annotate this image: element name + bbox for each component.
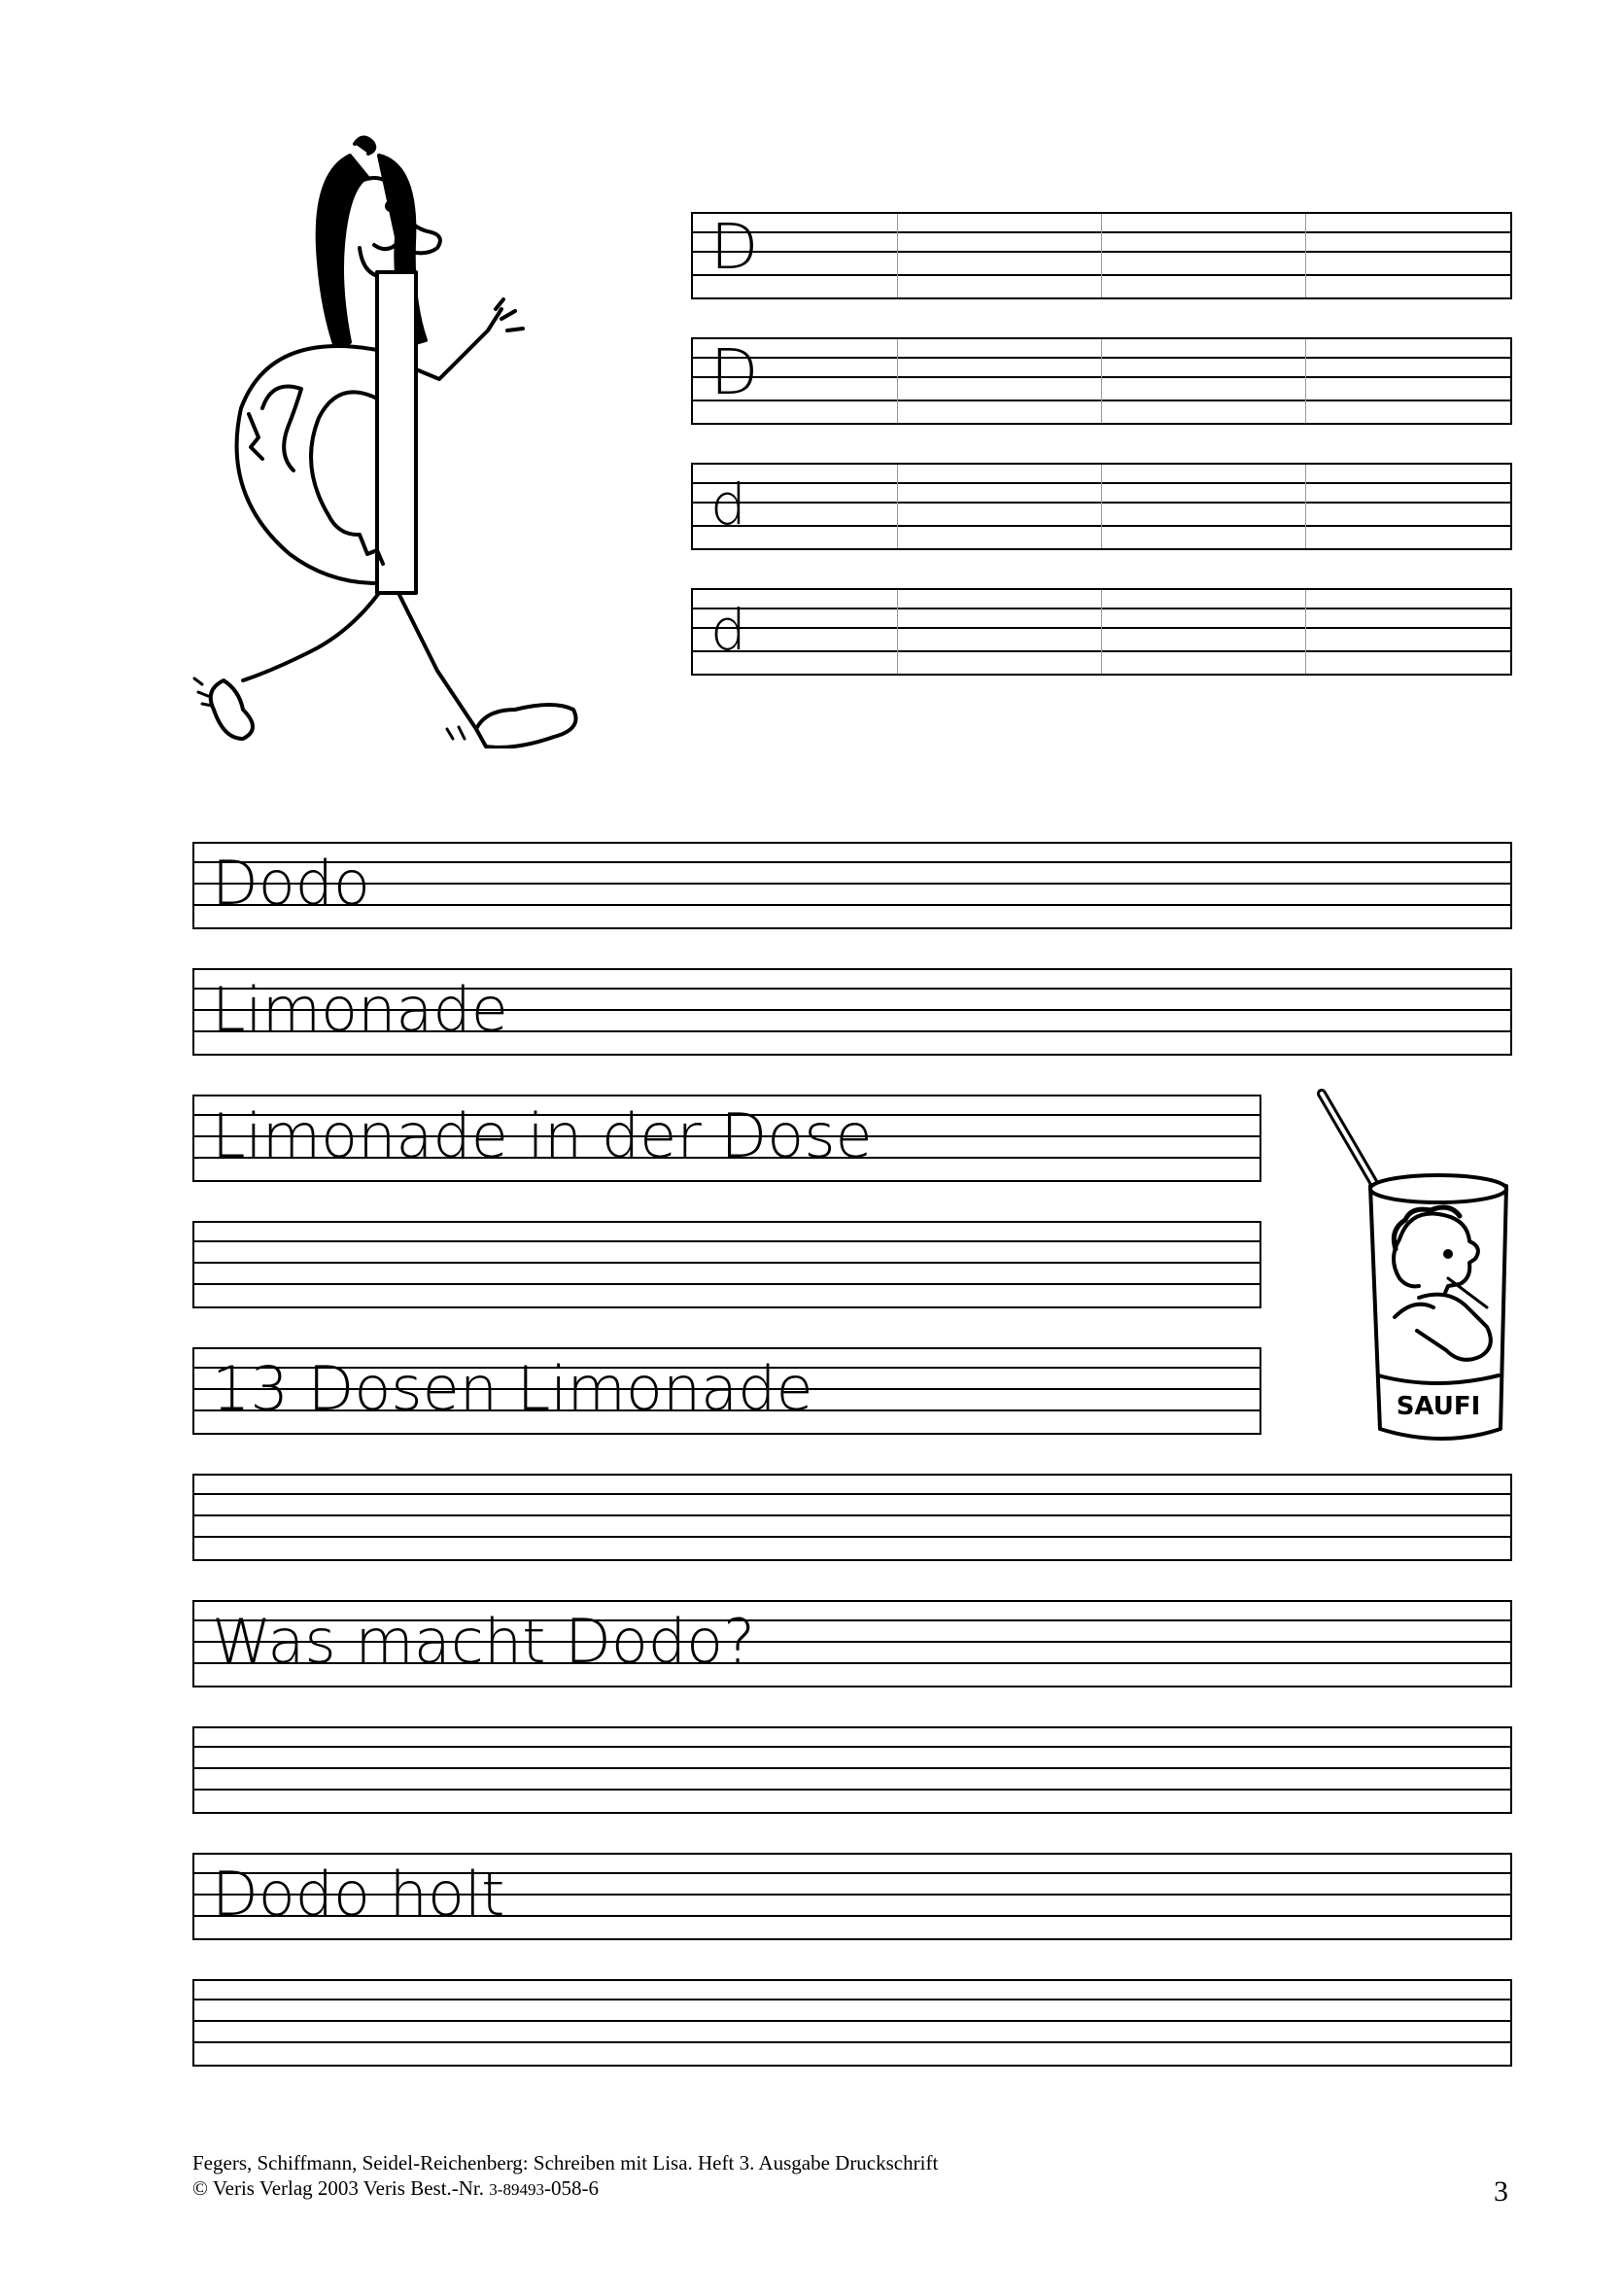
letter-sample: d bbox=[710, 471, 746, 538]
practice-text: Limonade in der Dose bbox=[212, 1100, 873, 1171]
practice-text: Dodo holt bbox=[212, 1859, 505, 1930]
letter-sample: D bbox=[710, 212, 759, 284]
practice-line-1[interactable] bbox=[192, 842, 1512, 929]
practice-line-2[interactable] bbox=[192, 968, 1512, 1056]
practice-line-10[interactable] bbox=[192, 1979, 1512, 2067]
letter-line-1[interactable] bbox=[691, 212, 1512, 299]
letter-line-3[interactable] bbox=[691, 463, 1512, 550]
practice-line-6[interactable] bbox=[192, 1474, 1512, 1561]
practice-text: Dodo bbox=[212, 848, 370, 919]
can-label: SAUFI bbox=[1396, 1392, 1481, 1421]
practice-line-5[interactable] bbox=[192, 1347, 1261, 1435]
page-number: 3 bbox=[1494, 2175, 1508, 2208]
letter-sample: D bbox=[710, 337, 759, 409]
letter-sample: d bbox=[710, 597, 746, 663]
lemonade-can-illustration bbox=[1302, 1084, 1526, 1453]
practice-line-9[interactable] bbox=[192, 1853, 1512, 1940]
practice-line-7[interactable] bbox=[192, 1600, 1512, 1687]
practice-text: Limonade bbox=[212, 974, 508, 1045]
dodo-illustration bbox=[155, 126, 603, 748]
practice-line-4[interactable] bbox=[192, 1221, 1261, 1308]
practice-text: Was macht Dodo? bbox=[212, 1606, 755, 1677]
letter-line-4[interactable] bbox=[691, 588, 1512, 676]
footer-publisher: © Veris Verlag 2003 Veris Best.-Nr. 3-89493-058-6 bbox=[192, 2176, 599, 2200]
footer-credit: Fegers, Schiffmann, Seidel-Reichenberg: Schreiben mit Lisa. Heft 3. Ausgabe Druckschrift bbox=[192, 2151, 939, 2174]
practice-text: 13 Dosen Limonade bbox=[212, 1353, 813, 1424]
letter-line-2[interactable] bbox=[691, 337, 1512, 425]
practice-line-3[interactable] bbox=[192, 1095, 1261, 1182]
footer bbox=[192, 2150, 938, 2203]
practice-line-8[interactable] bbox=[192, 1726, 1512, 1814]
